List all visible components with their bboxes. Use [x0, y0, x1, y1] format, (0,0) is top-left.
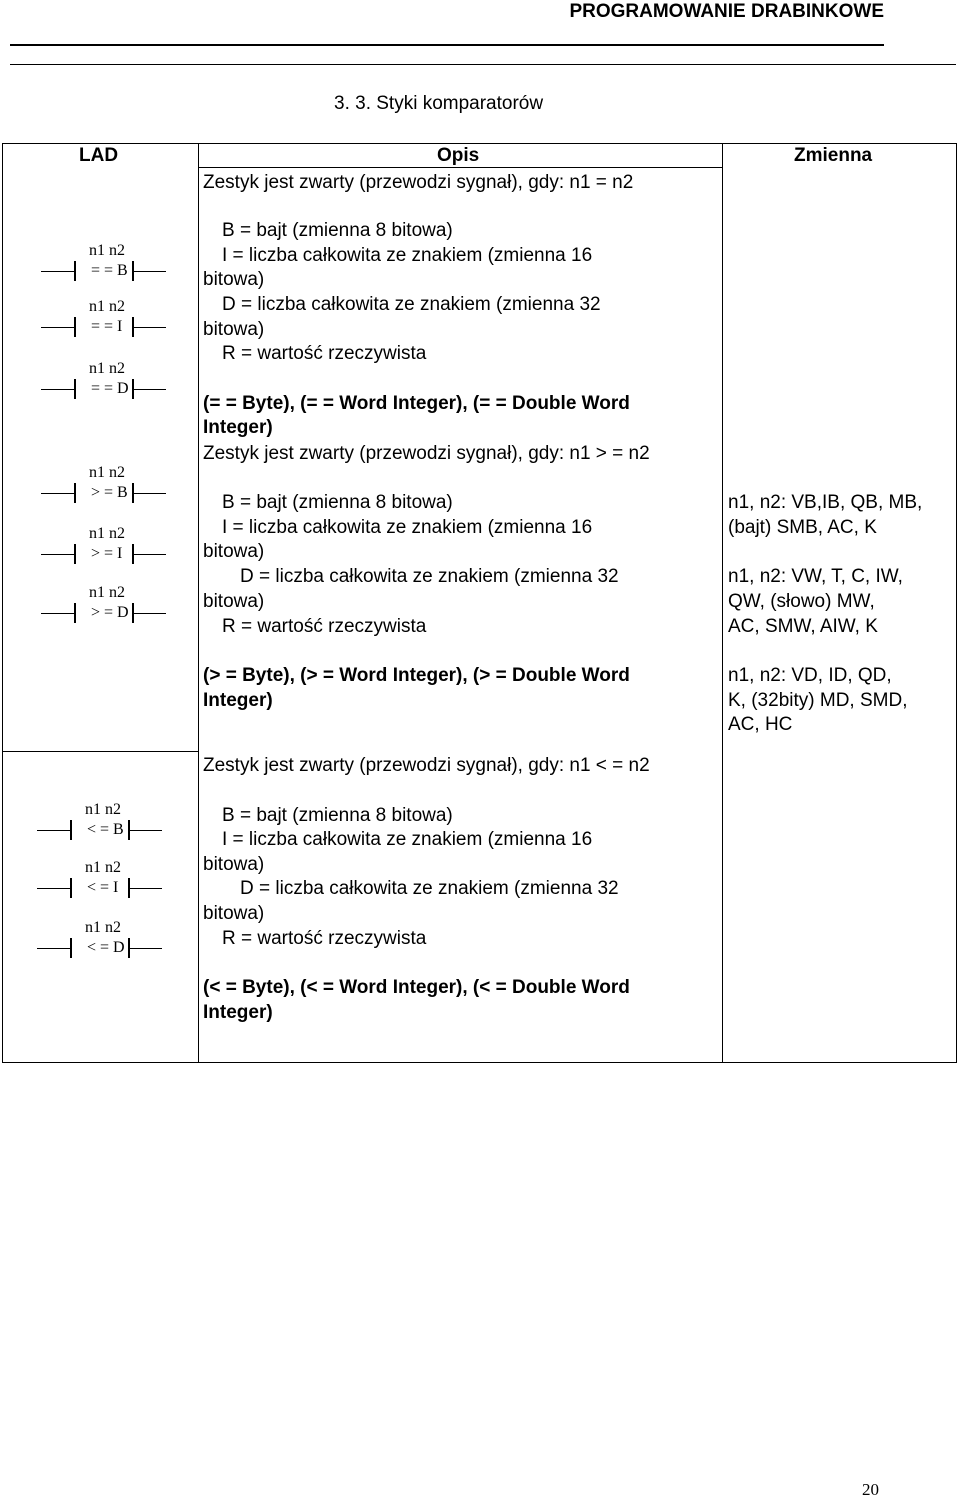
row-divider-lad	[2, 751, 199, 752]
ladder-contact	[41, 525, 166, 577]
zmienna-line: AC, HC	[728, 714, 793, 735]
wire-right	[134, 389, 166, 390]
zmienna-line: QW, (słowo) MW,	[728, 591, 875, 612]
contact-bar-left	[74, 603, 76, 623]
contact-bar-left	[70, 938, 72, 958]
wire-right	[130, 830, 162, 831]
contact-bar-left	[70, 878, 72, 898]
description-line: bitowa)	[203, 591, 265, 612]
description-line: B = bajt (zmienna 8 bitowa)	[222, 492, 453, 513]
contact-operands: n1 n2	[89, 298, 125, 315]
contact-comparison: = = B	[91, 262, 128, 279]
wire-right	[134, 327, 166, 328]
running-header-title: PROGRAMOWANIE DRABINKOWE	[569, 1, 884, 22]
wire-right	[134, 613, 166, 614]
contact-operands: n1 n2	[85, 859, 121, 876]
contact-operands: n1 n2	[89, 464, 125, 481]
contact-comparison: < = I	[87, 879, 119, 896]
wire-right	[130, 948, 162, 949]
column-header-zmienna: Zmienna	[794, 145, 873, 166]
description-line: bitowa)	[203, 541, 265, 562]
contact-comparison: > = D	[91, 604, 129, 621]
contact-comparison: < = B	[87, 821, 124, 838]
zmienna-line: n1, n2: VW, T, C, IW,	[728, 566, 903, 587]
summary-line: (> = Byte), (> = Word Integer), (> = Double Word	[203, 665, 630, 686]
ladder-contact	[41, 242, 166, 294]
contact-comparison: > = B	[91, 484, 128, 501]
contact-operands: n1 n2	[85, 919, 121, 936]
description-line: B = bajt (zmienna 8 bitowa)	[222, 805, 453, 826]
contact-bar-left	[70, 820, 72, 840]
description-line: D = liczba całkowita ze znakiem (zmienna 32	[240, 566, 619, 587]
contact-bar-left	[74, 317, 76, 337]
contact-operands: n1 n2	[89, 360, 125, 377]
ladder-contact	[37, 801, 162, 853]
section-title: 3. 3. Styki komparatorów	[334, 93, 544, 114]
zmienna-line: n1, n2: VB,IB, QB, MB,	[728, 492, 923, 513]
table-header-divider	[198, 167, 723, 168]
zmienna-line: K, (32bity) MD, SMD,	[728, 690, 908, 711]
description-line: I = liczba całkowita ze znakiem (zmienna 16	[222, 245, 593, 266]
ladder-contact	[41, 298, 166, 350]
description-line: bitowa)	[203, 903, 265, 924]
description-line: bitowa)	[203, 854, 265, 875]
summary-line: Integer)	[203, 417, 273, 438]
description-line: D = liczba całkowita ze znakiem (zmienna 32	[240, 878, 619, 899]
wire-left	[41, 493, 74, 494]
summary-line: (= = Byte), (= = Word Integer), (= = Double Word	[203, 393, 630, 414]
table-right-border	[956, 143, 957, 1063]
summary-line: Integer)	[203, 690, 273, 711]
zmienna-line: AC, SMW, AIW, K	[728, 616, 878, 637]
table-bottom-border	[2, 1062, 957, 1063]
column-header-opis: Opis	[437, 145, 480, 166]
contact-comparison: < = D	[87, 939, 125, 956]
contact-operands: n1 n2	[89, 584, 125, 601]
column-divider-lad	[198, 143, 199, 1063]
condition-text: Zestyk jest zwarty (przewodzi sygnał), gdy: n1 = n2	[203, 172, 634, 193]
header-rule	[10, 44, 884, 46]
table-top-border	[2, 143, 957, 144]
zmienna-line: n1, n2: VD, ID, QD,	[728, 665, 892, 686]
description-line: bitowa)	[203, 319, 265, 340]
summary-line: (< = Byte), (< = Word Integer), (< = Double Word	[203, 977, 630, 998]
wire-left	[41, 613, 74, 614]
wire-right	[134, 271, 166, 272]
header-rule-thin	[10, 64, 956, 65]
column-header-lad: LAD	[79, 145, 119, 166]
contact-bar-left	[74, 379, 76, 399]
ladder-contact	[37, 859, 162, 911]
description-line: bitowa)	[203, 269, 265, 290]
wire-right	[134, 493, 166, 494]
wire-left	[37, 948, 70, 949]
column-divider-opis	[722, 143, 723, 1063]
description-line: R = wartość rzeczywista	[222, 616, 427, 637]
contact-bar-left	[74, 261, 76, 281]
ladder-contact	[41, 464, 166, 516]
wire-right	[134, 554, 166, 555]
wire-right	[130, 888, 162, 889]
description-line: I = liczba całkowita ze znakiem (zmienna 16	[222, 517, 593, 538]
wire-left	[37, 830, 70, 831]
page-number: 20	[862, 1480, 879, 1499]
contact-operands: n1 n2	[89, 525, 125, 542]
summary-line: Integer)	[203, 1002, 273, 1023]
condition-text: Zestyk jest zwarty (przewodzi sygnał), gdy: n1 > = n2	[203, 443, 650, 464]
ladder-contact	[37, 919, 162, 971]
description-line: I = liczba całkowita ze znakiem (zmienna 16	[222, 829, 593, 850]
contact-comparison: = = D	[91, 380, 129, 397]
wire-left	[41, 389, 74, 390]
contact-bar-left	[74, 544, 76, 564]
wire-left	[41, 327, 74, 328]
condition-text: Zestyk jest zwarty (przewodzi sygnał), gdy: n1 < = n2	[203, 755, 650, 776]
wire-left	[41, 271, 74, 272]
zmienna-line: (bajt) SMB, AC, K	[728, 517, 877, 538]
wire-left	[41, 554, 74, 555]
contact-operands: n1 n2	[85, 801, 121, 818]
description-line: D = liczba całkowita ze znakiem (zmienna 32	[222, 294, 601, 315]
contact-comparison: > = I	[91, 545, 123, 562]
table-left-border	[2, 143, 3, 1063]
description-line: B = bajt (zmienna 8 bitowa)	[222, 220, 453, 241]
ladder-contact	[41, 584, 166, 636]
wire-left	[37, 888, 70, 889]
description-line: R = wartość rzeczywista	[222, 343, 427, 364]
description-line: R = wartość rzeczywista	[222, 928, 427, 949]
ladder-contact	[41, 360, 166, 412]
contact-operands: n1 n2	[89, 242, 125, 259]
contact-comparison: = = I	[91, 318, 123, 335]
contact-bar-left	[74, 483, 76, 503]
